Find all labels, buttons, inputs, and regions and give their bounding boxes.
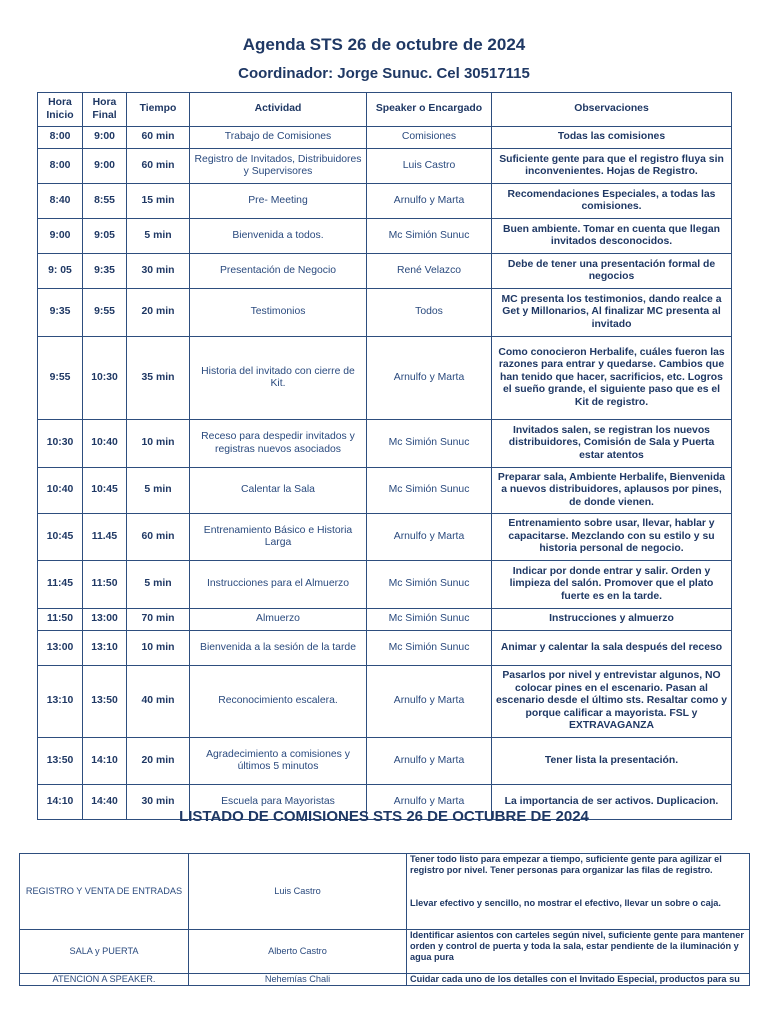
cell-observaciones: Debe de tener una presentación formal de negocios — [492, 254, 732, 289]
cell-speaker: Arnulfo y Marta — [367, 337, 492, 420]
cell-actividad: Bienvenida a la sesión de la tarde — [190, 631, 367, 666]
cell-speaker: Arnulfo y Marta — [367, 514, 492, 561]
cell-hora-inicio: 11:50 — [38, 609, 83, 631]
col-header-hora-inicio: Hora Inicio — [38, 93, 83, 127]
commission-note: Identificar asientos con carteles según nivel, suficiente gente para mantener orden y control de puerta y toda la sala, estar pendiente de la iluminación y agua pura — [410, 930, 744, 963]
table-row — [38, 666, 732, 738]
cell-speaker: Mc Simión Sunuc — [367, 609, 492, 631]
cell-hora-final: 8:55 — [83, 184, 127, 219]
table-row — [38, 738, 732, 785]
cell-hora-final: 13:50 — [83, 666, 127, 738]
cell-hora-final: 10:30 — [83, 337, 127, 420]
cell-hora-inicio: 8:00 — [38, 149, 83, 184]
cell-speaker: Comisiones — [367, 127, 492, 149]
cell-hora-inicio: 8:00 — [38, 127, 83, 149]
cell-hora-inicio: 11:45 — [38, 561, 83, 609]
cell-speaker: Mc Simión Sunuc — [367, 420, 492, 468]
cell-tiempo: 15 min — [127, 184, 190, 219]
cell-observaciones — [407, 854, 750, 930]
cell-actividad: Receso para despedir invitados y registras nuevos asociados — [190, 420, 367, 468]
cell-hora-inicio: 14:10 — [38, 785, 83, 820]
commissions-table — [19, 853, 750, 986]
cell-speaker: Todos — [367, 289, 492, 337]
table-row — [38, 468, 732, 514]
cell-comision: ATENCION A SPEAKER. — [20, 974, 189, 986]
coordinator-line: Coordinador: Jorge Sunuc. Cel 30517115 — [238, 65, 530, 82]
table-row — [38, 254, 732, 289]
cell-tiempo: 10 min — [127, 631, 190, 666]
cell-observaciones: Indicar por donde entrar y salir. Orden y limpieza del salón. Promover que el plato fuerte es en la tarde. — [492, 561, 732, 609]
cell-comision: REGISTRO Y VENTA DE ENTRADAS — [20, 854, 189, 930]
cell-hora-final: 11:50 — [83, 561, 127, 609]
cell-speaker: Mc Simión Sunuc — [367, 561, 492, 609]
cell-encargado: Alberto Castro — [189, 930, 407, 974]
cell-speaker: Luis Castro — [367, 149, 492, 184]
commissions-title: LISTADO DE COMISIONES STS 26 DE OCTUBRE DE 2024 — [179, 808, 589, 825]
cell-speaker: Arnulfo y Marta — [367, 738, 492, 785]
cell-observaciones: MC presenta los testimonios, dando realce a Get y Millonarios, Al finalizar MC presenta al invitado — [492, 289, 732, 337]
cell-comision: SALA y PUERTA — [20, 930, 189, 974]
cell-speaker: René Velazco — [367, 254, 492, 289]
cell-speaker: Mc Simión Sunuc — [367, 631, 492, 666]
cell-actividad: Reconocimiento escalera. — [190, 666, 367, 738]
cell-speaker: Arnulfo y Marta — [367, 184, 492, 219]
cell-observaciones: Recomendaciones Especiales, a todas las comisiones. — [492, 184, 732, 219]
agenda-table — [37, 92, 732, 820]
cell-actividad: Calentar la Sala — [190, 468, 367, 514]
cell-encargado: Nehemías Chali — [189, 974, 407, 986]
cell-observaciones: Como conocieron Herbalife, cuáles fueron las razones para entrar y quedarse. Cambios que han tenido que hacer, sacrificios, etc. Logros el sueño grande, el siguiente paso que es el Kit de registro. — [492, 337, 732, 420]
cell-hora-final: 13:00 — [83, 609, 127, 631]
col-header-hora-final: Hora Final — [83, 93, 127, 127]
table-row — [38, 149, 732, 184]
commission-note: Cuidar cada uno de los detalles con el Invitado Especial, productos para su — [410, 974, 740, 984]
cell-speaker: Mc Simión Sunuc — [367, 219, 492, 254]
page-title: Agenda STS 26 de octubre de 2024 — [242, 35, 526, 54]
cell-hora-final: 9:00 — [83, 149, 127, 184]
cell-observaciones: Animar y calentar la sala después del receso — [492, 631, 732, 666]
table-row — [38, 289, 732, 337]
cell-tiempo: 60 min — [127, 149, 190, 184]
cell-hora-final: 14:40 — [83, 785, 127, 820]
cell-observaciones: Suficiente gente para que el registro fluya sin inconvenientes. Hojas de Registro. — [492, 149, 732, 184]
cell-tiempo: 10 min — [127, 420, 190, 468]
table-row — [38, 514, 732, 561]
cell-actividad: Registro de Invitados, Distribuidores y Supervisores — [190, 149, 367, 184]
table-row — [38, 420, 732, 468]
col-header-speaker: Speaker o Encargado — [367, 93, 492, 127]
cell-actividad: Entrenamiento Básico e Historia Larga — [190, 514, 367, 561]
cell-actividad: Instrucciones para el Almuerzo — [190, 561, 367, 609]
cell-hora-final: 9:55 — [83, 289, 127, 337]
cell-observaciones: Instrucciones y almuerzo — [492, 609, 732, 631]
cell-hora-inicio: 9:55 — [38, 337, 83, 420]
cell-hora-inicio: 13:10 — [38, 666, 83, 738]
cell-actividad: Historia del invitado con cierre de Kit. — [190, 337, 367, 420]
commission-row — [20, 974, 750, 986]
cell-hora-final: 10:45 — [83, 468, 127, 514]
commission-row — [20, 930, 750, 974]
cell-actividad: Bienvenida a todos. — [190, 219, 367, 254]
cell-hora-final: 10:40 — [83, 420, 127, 468]
cell-tiempo: 30 min — [127, 254, 190, 289]
table-row — [38, 609, 732, 631]
table-row — [38, 184, 732, 219]
cell-actividad: Almuerzo — [190, 609, 367, 631]
cell-hora-inicio: 10:40 — [38, 468, 83, 514]
cell-hora-inicio: 10:45 — [38, 514, 83, 561]
cell-hora-inicio: 13:00 — [38, 631, 83, 666]
commission-note: Tener todo listo para empezar a tiempo, suficiente gente para agilizar el registro por nivel. Tener personas para organizar las filas de registro. — [410, 854, 722, 876]
cell-actividad: Testimonios — [190, 289, 367, 337]
cell-hora-inicio: 10:30 — [38, 420, 83, 468]
cell-actividad: Pre- Meeting — [190, 184, 367, 219]
cell-tiempo: 60 min — [127, 127, 190, 149]
cell-observaciones: Invitados salen, se registran los nuevos distribuidores, Comisión de Sala y Puerta estar atentos — [492, 420, 732, 468]
table-row — [38, 219, 732, 254]
cell-encargado: Luis Castro — [189, 854, 407, 930]
col-header-observaciones: Observaciones — [492, 93, 732, 127]
col-header-actividad: Actividad — [190, 93, 367, 127]
cell-hora-inicio: 9: 05 — [38, 254, 83, 289]
cell-tiempo: 60 min — [127, 514, 190, 561]
cell-tiempo: 20 min — [127, 289, 190, 337]
cell-hora-inicio: 9:35 — [38, 289, 83, 337]
cell-hora-final: 14:10 — [83, 738, 127, 785]
cell-actividad: Trabajo de Comisiones — [190, 127, 367, 149]
cell-observaciones: Entrenamiento sobre usar, llevar, hablar y capacitarse. Mezclando con su estilo y su historia personal de negocio. — [492, 514, 732, 561]
cell-observaciones — [407, 974, 750, 986]
cell-hora-inicio: 8:40 — [38, 184, 83, 219]
cell-actividad: Agradecimiento a comisiones y últimos 5 minutos — [190, 738, 367, 785]
table-row — [38, 561, 732, 609]
commission-note: Llevar efectivo y sencillo, no mostrar el efectivo, llevar un sobre o caja. — [410, 898, 721, 909]
col-header-tiempo: Tiempo — [127, 93, 190, 127]
cell-tiempo: 5 min — [127, 468, 190, 514]
table-row — [38, 127, 732, 149]
commission-row — [20, 854, 750, 930]
cell-hora-final: 9:00 — [83, 127, 127, 149]
cell-observaciones: La importancia de ser activos. Duplicacion. — [492, 785, 732, 820]
note-spacer — [410, 876, 746, 898]
cell-tiempo: 5 min — [127, 219, 190, 254]
cell-speaker: Mc Simión Sunuc — [367, 468, 492, 514]
cell-observaciones — [407, 930, 750, 974]
cell-observaciones: Preparar sala, Ambiente Herbalife, Bienvenida a nuevos distribuidores, aplausos por pines, de donde vienen. — [492, 468, 732, 514]
cell-hora-inicio: 13:50 — [38, 738, 83, 785]
cell-tiempo: 70 min — [127, 609, 190, 631]
cell-actividad: Escuela para Mayoristas — [190, 785, 367, 820]
cell-observaciones: Todas las comisiones — [492, 127, 732, 149]
cell-tiempo: 30 min — [127, 785, 190, 820]
cell-hora-final: 9:35 — [83, 254, 127, 289]
cell-tiempo: 5 min — [127, 561, 190, 609]
cell-tiempo: 20 min — [127, 738, 190, 785]
cell-hora-final: 13:10 — [83, 631, 127, 666]
cell-observaciones: Pasarlos por nivel y entrevistar algunos, NO colocar pines en el escenario. Pasan al escenario desde el último sts. Resaltar como y porque calificar a mayorista. FSL y EXTRAVAGANZA — [492, 666, 732, 738]
table-row — [38, 631, 732, 666]
cell-hora-final: 11.45 — [83, 514, 127, 561]
cell-tiempo: 35 min — [127, 337, 190, 420]
table-row — [38, 337, 732, 420]
cell-observaciones: Tener lista la presentación. — [492, 738, 732, 785]
cell-hora-inicio: 9:00 — [38, 219, 83, 254]
cell-actividad: Presentación de Negocio — [190, 254, 367, 289]
cell-observaciones: Buen ambiente. Tomar en cuenta que llegan invitados desconocidos. — [492, 219, 732, 254]
cell-tiempo: 40 min — [127, 666, 190, 738]
cell-speaker: Arnulfo y Marta — [367, 785, 492, 820]
cell-hora-final: 9:05 — [83, 219, 127, 254]
cell-speaker: Arnulfo y Marta — [367, 666, 492, 738]
agenda-header-row — [38, 93, 732, 127]
